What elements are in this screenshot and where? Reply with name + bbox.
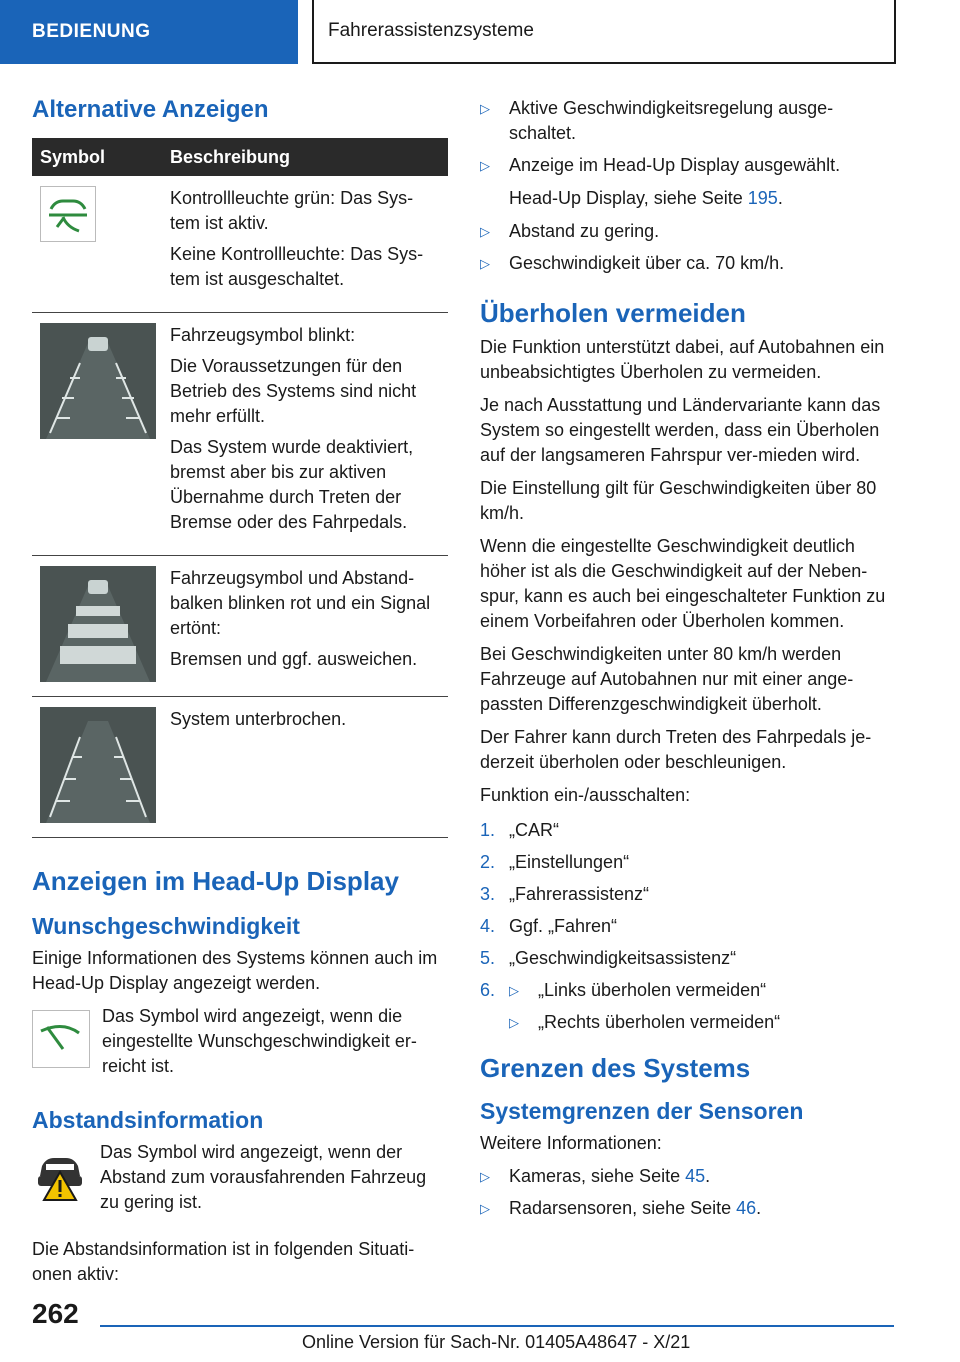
list-item: ▷ Geschwindigkeit über ca. 70 km/h. [480,251,896,276]
bullet-triangle-icon: ▷ [509,1015,519,1030]
row2-line3: Das System wurde deaktiviert, bremst aber bis zur aktiven Übernahme durch Treten der Bremse oder des Fahrpedals. [170,437,414,532]
right-column [480,96,896,1229]
table-row [32,176,448,313]
footer-version: Online Version für Sach-Nr. 01405A48647 - X/21 [302,1332,691,1352]
row3-line1: Fahrzeugsymbol und Abstand-balken blinken rot und ein Signal ertönt: [170,568,431,638]
list-item: 6. ▷ „Links überholen vermeiden“ [480,978,896,1003]
row2-line2: Die Voraussetzungen für den Betrieb des Systems sind nicht mehr erfüllt. [170,356,417,426]
page-link-195[interactable]: 195 [747,188,778,208]
abstand-symbol-text: Das Symbol wird angezeigt, wenn der Abstand zum vorausfahrenden Fahrzeug zu gering ist. [100,1142,427,1212]
wunsch-symbol-block [32,1004,448,1087]
list-item: 2. „Einstellungen“ [480,852,630,872]
paragraph: Funktion ein-/ausschalten: [480,785,691,805]
symbol-table [32,138,448,838]
paragraph: Die Funktion unterstützt dabei, auf Autobahnen ein unbeabsichtigtes Überholen zu vermeiden. [480,337,885,382]
bullet-triangle-icon: ▷ [480,256,490,271]
table-row [32,313,448,556]
ueberholen-heading: Überholen vermeiden [480,298,746,328]
abstand-symbol-block [32,1140,448,1223]
left-column [32,96,448,1295]
lane-assist-green-icon [40,186,96,242]
list-item: ▷ „Rechts überholen vermeiden“ [480,1010,896,1035]
row3-line2: Bremsen und ggf. ausweichen. [170,649,418,669]
table-header-description: Beschreibung [162,138,448,176]
table-row [32,697,448,838]
list-item: ▷ Radarsensoren, siehe Seite 46. [480,1196,896,1221]
table-row [32,556,448,697]
hud-vehicle-lanes-image [40,323,156,439]
hud-empty-lanes-image [40,707,156,823]
list-item: ▷ Kameras, siehe Seite 45. [480,1164,896,1189]
bullet-triangle-icon: ▷ [480,224,490,239]
bullet-triangle-icon: ▷ [480,1169,490,1184]
page-link-45[interactable]: 45 [685,1166,706,1186]
abstand-outro: Die Abstandsinformation ist in folgenden Situati-onen aktiv: [32,1239,415,1284]
abstand-heading: Abstandsinformation [32,1107,264,1133]
section-tab: BEDIENUNG [0,0,298,64]
desired-speed-icon [32,1010,90,1068]
hud-page-reference: Head-Up Display, siehe Seite 195. [509,188,783,208]
grenzen-heading: Grenzen des Systems [480,1053,751,1083]
hud-distance-bars-image [40,566,156,682]
table-header-symbol: Symbol [32,138,162,176]
paragraph: Die Einstellung gilt für Geschwindigkeiten über 80 km/h. [480,478,877,523]
list-item: ▷ Anzeige im Head-Up Display ausgewählt. [480,153,896,178]
row1-line2: Keine Kontrollleuchte: Das Sys-tem ist ausgeschaltet. [170,244,424,289]
row4-line1: System unterbrochen. [170,709,347,729]
bullet-triangle-icon: ▷ [509,983,519,998]
row2-line1: Fahrzeugsymbol blinkt: [170,325,356,345]
wunsch-heading: Wunschgeschwindigkeit [32,913,300,939]
paragraph: Wenn die eingestellte Geschwindigkeit deutlich höher ist als die Geschwindigkeit auf der Neben-spur, kann es auch bei eingeschalteter Funktion zu einem Vorbeifahren oder Überholen kommen. [480,536,886,631]
wunsch-symbol-text: Das Symbol wird angezeigt, wenn die eingestellte Wunschgeschwindigkeit er-reicht ist. [102,1006,417,1076]
footer-divider [100,1325,894,1327]
paragraph: Je nach Ausstattung und Ländervariante kann das System so eingestellt werden, dass ein Überholen auf der langsameren Fahrspur ver-mieden wird. [480,395,881,465]
chapter-tab: Fahrerassistenzsysteme [312,0,896,64]
page-number: 262 [32,1298,79,1329]
hud-heading: Anzeigen im Head-Up Display [32,866,399,896]
list-item: 4. Ggf. „Fahren“ [480,916,618,936]
alternative-anzeigen-heading: Alternative Anzeigen [32,96,269,123]
list-item: ▷ Abstand zu gering. [480,219,896,244]
bullet-triangle-icon: ▷ [480,101,490,116]
list-item: 3. „Fahrerassistenz“ [480,884,650,904]
paragraph: Der Fahrer kann durch Treten des Fahrpedals je-derzeit überholen oder beschleunigen. [480,727,872,772]
weitere-info: Weitere Informationen: [480,1133,662,1153]
list-item: 1. „CAR“ [480,820,559,840]
distance-warning-icon [32,1146,88,1202]
wunsch-intro: Einige Informationen des Systems können auch im Head-Up Display angezeigt werden. [32,948,438,993]
page-link-46[interactable]: 46 [736,1198,757,1218]
bullet-triangle-icon: ▷ [480,1201,490,1216]
steps-list [480,818,896,1035]
row1-line1: Kontrollleuchte grün: Das Sys-tem ist aktiv. [170,188,414,233]
sensor-heading: Systemgrenzen der Sensoren [480,1098,804,1124]
list-item: ▷ Aktive Geschwindigkeitsregelung ausge-schaltet. [480,96,896,146]
paragraph: Bei Geschwindigkeiten unter 80 km/h werden Fahrzeuge auf Autobahnen nur mit einer ange-passten Differenzgeschwindigkeit überholt. [480,644,854,714]
bullet-triangle-icon: ▷ [480,158,490,173]
list-item: 5. „Geschwindigkeitsassistenz“ [480,948,737,968]
